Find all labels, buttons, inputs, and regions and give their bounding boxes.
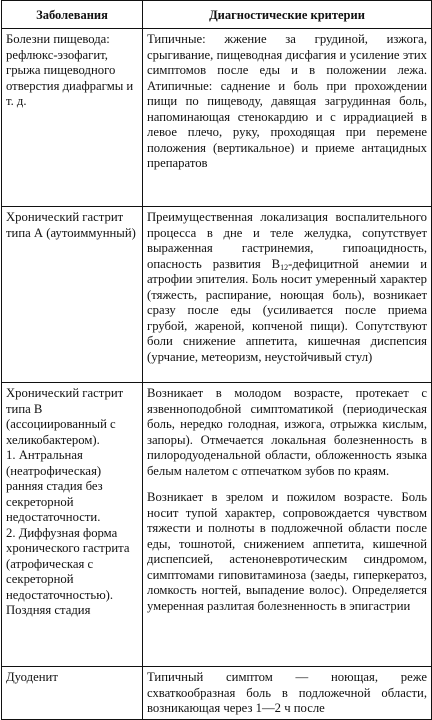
- paragraph-gap: [147, 479, 427, 490]
- diagnostic-criteria-table: [1, 0, 432, 720]
- disease-gastritis-b-title: Хронический гастрит типа В (ассоциированный с хеликобактером).: [6, 386, 124, 447]
- header-diagnostic-criteria: Диагностические критерии: [143, 1, 432, 29]
- criteria-esophagus: Типичные: жжение за грудиной, изжога, срыгивание, пищеводная дисфагия и усиление этих симптомов после еды и в положении лежа. Атипичные: саднение и боль при прохождении пищи по пищеводу, давящая загрудинная боль, напоминающая стенокардию и с иррадиацией в левое плечо, руку, проходящая при перемене положения (вертикальное) и приеме антацидных препаратов: [143, 29, 432, 207]
- table-header-row: [2, 1, 432, 29]
- table-row: [2, 667, 432, 720]
- table-row: [2, 383, 432, 667]
- table-row: [2, 207, 432, 383]
- disease-gastritis-b-stage2: 2. Диффузная форма хронического гастрита (атрофическая с секреторной недостаточностью).: [6, 525, 130, 602]
- criteria-gastritis-b: [143, 383, 432, 667]
- criteria-gastritis-a: [143, 207, 432, 383]
- criteria-gastritis-b-late: Возникает в зрелом и пожилом возрасте. Боль носит тупой характер, сопровождается чувством тяжести и полноты в подложечной области после еды, тошнотой, снижением аппетита, кишечной диспепсией, астеноневротическим синдромом, симптомами гиповитаминоза (заеды, гиперкератоз, ломкость ногтей, выпадение волос). Определяется умеренная разлитая болезненность в эпигастрии: [147, 490, 427, 613]
- criteria-gastritis-a-text2: -дефицитной анемии и атрофии эпителия. Боль носит умеренный характер (тяжесть, распирание, ноющая боль), возникает сразу после еды (усиливается после приема грубой, жареной, копченой пищи). Сопутствуют боли снижение аппетита, кишечная диспепсия (урчание, метеоризм, неустойчивый стул): [147, 256, 427, 364]
- disease-gastritis-b: [2, 383, 143, 667]
- criteria-gastritis-a-subscript: 12: [280, 262, 289, 272]
- disease-gastritis-b-stage1: 1. Антральная (неатрофическая) ранняя стадия без секреторной недостаточности.: [6, 448, 103, 524]
- disease-duodenitis: Дуоденит: [2, 667, 143, 720]
- table-row: [2, 29, 432, 207]
- disease-gastritis-a: Хронический гастрит типа А (аутоиммунный): [2, 207, 143, 383]
- criteria-gastritis-b-early: Возникает в молодом возрасте, протекает с язвенноподобной симптоматикой (периодическая боль, нередко голодная, изжога, отрыжка кислым, запоры). Отмечается локальная болезненность в пилородуоденальной области, обложенность языка белым налетом с отпечатком зубов по краям.: [147, 386, 427, 478]
- criteria-gastritis-a-text1: Преимущественная локализация воспалительного процесса в дне и теле желудка, сопутствует выраженная гастринемия, гипоацидность, опасность развития B: [147, 210, 427, 271]
- header-diseases: Заболевания: [2, 1, 143, 29]
- criteria-duodenitis: Типичный симптом — ноющая, реже схваткообразная боль в подложечной области, возникающая через 1—2 ч после: [143, 667, 432, 720]
- disease-gastritis-b-late-stage: Поздняя стадия: [6, 603, 91, 617]
- disease-esophagus: Болезни пищевода: рефлюкс-эзофагит, грыжа пищеводного отверстия диафрагмы и т. д.: [2, 29, 143, 207]
